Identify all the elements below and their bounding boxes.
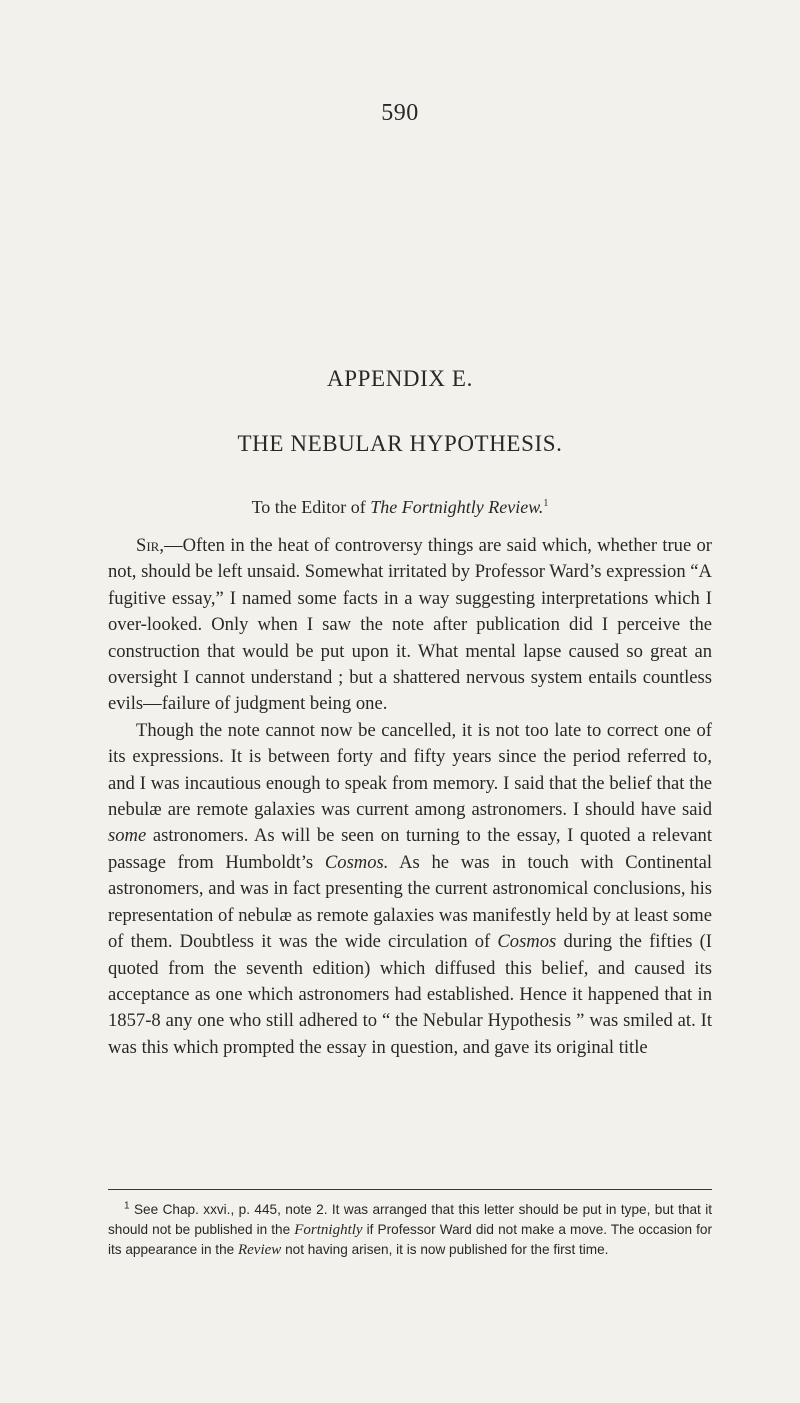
paragraph-2-emphasis-cosmos: Cosmos.: [324, 851, 389, 873]
page-number: 590: [381, 100, 419, 126]
paragraph-2-part2: astronomers. As will be seen on turning to the essay, I quoted a relevant passage from Humboldt’s: [108, 825, 712, 873]
publication-name: The Fortnightly Review.: [370, 497, 544, 517]
footnote-reference: 1: [543, 498, 549, 509]
footnote-divider: [108, 1189, 712, 1190]
paragraph-2-part3: As he was in touch with Continental astronomers, and was in fact presenting the current astronomical conclusions, his representation of nebulæ as remote galaxies was manifestly held by at least some of them. Doubtless it was the wide circulation of: [108, 851, 712, 953]
paragraph-2: [108, 718, 712, 1061]
footnote-emphasis-review: Review: [237, 1242, 282, 1259]
footnote: [108, 1200, 712, 1261]
footnote-part3: not having arisen, it is now published for the first time.: [281, 1242, 609, 1258]
footnote-part2: if Professor Ward did not make a move. The occasion for its appearance in the: [108, 1221, 712, 1258]
letter-body: [108, 533, 712, 1061]
paragraph-1: [108, 533, 712, 718]
paragraph-2-part1: Though the note cannot now be cancelled, it is not too late to correct one of its expressions. It is between forty and fifty years since the period referred to, and I was incautious enough to speak from memory. I said that the belief that the nebulæ are remote galaxies was current among astronomers. I should have said: [108, 719, 712, 821]
paragraph-2-part4: during the fifties (I quoted from the seventh edition) which diffused this belief, and caused its acceptance as one which astronomers had established. Hence it happened that in 1857-8 any one who still adhered to “ the Nebular Hypothesis ” was smiled at. It was this which prompted the essay in question, and gave its original title: [108, 931, 712, 1058]
chapter-title: THE NEBULAR HYPOTHESIS.: [237, 431, 563, 456]
appendix-title: APPENDIX E.: [327, 366, 473, 391]
salutation: Sir,: [136, 535, 164, 556]
footnote-marker: 1: [124, 1200, 130, 1212]
footnote-part1: See Chap. xxvi., p. 445, note 2. It was arranged that this letter should be put in type, but that it should not be published in the: [108, 1202, 712, 1237]
paragraph-1-text: —Often in the heat of controversy things are said which, whether true or not, should be left unsaid. Somewhat irritated by Professor Ward’s expression “A fugitive essay,” I named some facts in a way suggesting interpretations which I over-looked. Only when I saw the note after publication did I perceive the construction that would be put upon it. What mental lapse caused so great an oversight I cannot understand ; but a shattered nervous system entails countless evils—failure of judgment being one.: [108, 535, 712, 715]
paragraph-2-emphasis-some: some: [108, 825, 147, 847]
address-prefix: To the Editor of: [251, 497, 371, 517]
paragraph-2-emphasis-cosmos-2: Cosmos: [497, 931, 557, 953]
footnote-emphasis-fortnightly: Fortnightly: [294, 1221, 363, 1238]
letter-address: [0, 497, 800, 518]
